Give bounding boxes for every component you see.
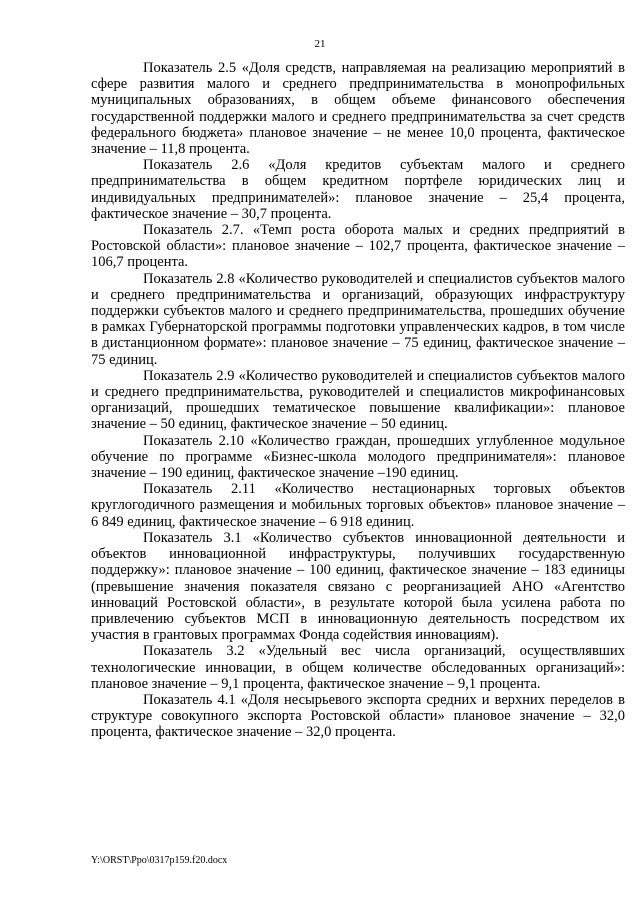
footer-file-path: Y:\ORST\Ppo\0317p159.f20.docx [91,855,228,866]
paragraph-indicator-2-7: Показатель 2.7. «Темп роста оборота малых и средних предприятий в Ростовской области»: плановое значение – 102,7 процента, фактическое значение – 106,7 процента. [91,222,625,271]
paragraph-indicator-3-1: Показатель 3.1 «Количество субъектов инновационной деятельности и объектов инновационной инфраструктуры, получивших государственную поддержку»: плановое значение – 100 единиц, фактическое значение – 183 единицы (превышение значения показателя связано с реорганизацией АНО «Агентство инноваций Ростовской области», в результате которой была усилена работа по привлечению субъектов МСП в инновационную деятельность посредством их участия в грантовых программах Фонда содействия инновациям). [91,529,625,644]
document-body [91,60,625,741]
paragraph-indicator-2-11: Показатель 2.11 «Количество нестационарных торговых объектов круглогодичного размещения и мобильных торговых объектов» плановое значение – 6 849 единиц, фактическое значение – 6 918 единиц. [91,481,625,530]
paragraph-indicator-4-1: Показатель 4.1 «Доля несырьевого экспорта средних и верхних переделов в структуре совокупного экспорта Ростовской области» плановое значение – 32,0 процента, фактическое значение – 32,0 процента. [91,691,625,741]
page-number: 21 [314,38,326,50]
paragraph-indicator-2-9: Показатель 2.9 «Количество руководителей и специалистов субъектов малого и среднего предпринимательства, руководителей и специалистов микрофинансовых организаций, прошедших тематическое повышение квалификации»: плановое значение – 50 единиц, фактическое значение – 50 единиц. [91,367,625,433]
paragraph-indicator-2-5: Показатель 2.5 «Доля средств, направляемая на реализацию мероприятий в сфере развития малого и среднего предпринимательства в монопрофильных муниципальных образованиях, в общем объеме финансового обеспечения государственной поддержки малого и среднего предпринимательства за счет средств федерального бюджета» плановое значение – не менее 10,0 процента, фактическое значение – 11,8 процента. [91,60,625,158]
paragraph-indicator-2-8: Показатель 2.8 «Количество руководителей и специалистов субъектов малого и среднего предпринимательства и организаций, образующих инфраструктуру поддержки субъектов малого и среднего предпринимательства, прошедших обучение в рамках Губернаторской программы подготовки управленческих кадров, в том числе в дистанционном формате»: плановое значение – 75 единиц, фактическое значение – 75 единиц. [91,270,625,368]
paragraph-indicator-2-6: Показатель 2.6 «Доля кредитов субъектам малого и среднего предпринимательства в общем кредитном портфеле юридических лиц и индивидуальных предпринимателей»: плановое значение – 25,4 процента, фактическое значение – 30,7 процента. [91,157,625,222]
paragraph-indicator-3-2: Показатель 3.2 «Удельный вес числа организаций, осуществлявших технологические инновации, в общем количестве обследованных организаций»: плановое значение – 9,1 процента, фактическое значение – 9,1 процента. [91,643,625,692]
paragraph-indicator-2-10: Показатель 2.10 «Количество граждан, прошедших углубленное модульное обучение по программе «Бизнес-школа молодого предпринимателя»: плановое значение – 190 единиц, фактическое значение –190 единиц. [91,432,625,482]
